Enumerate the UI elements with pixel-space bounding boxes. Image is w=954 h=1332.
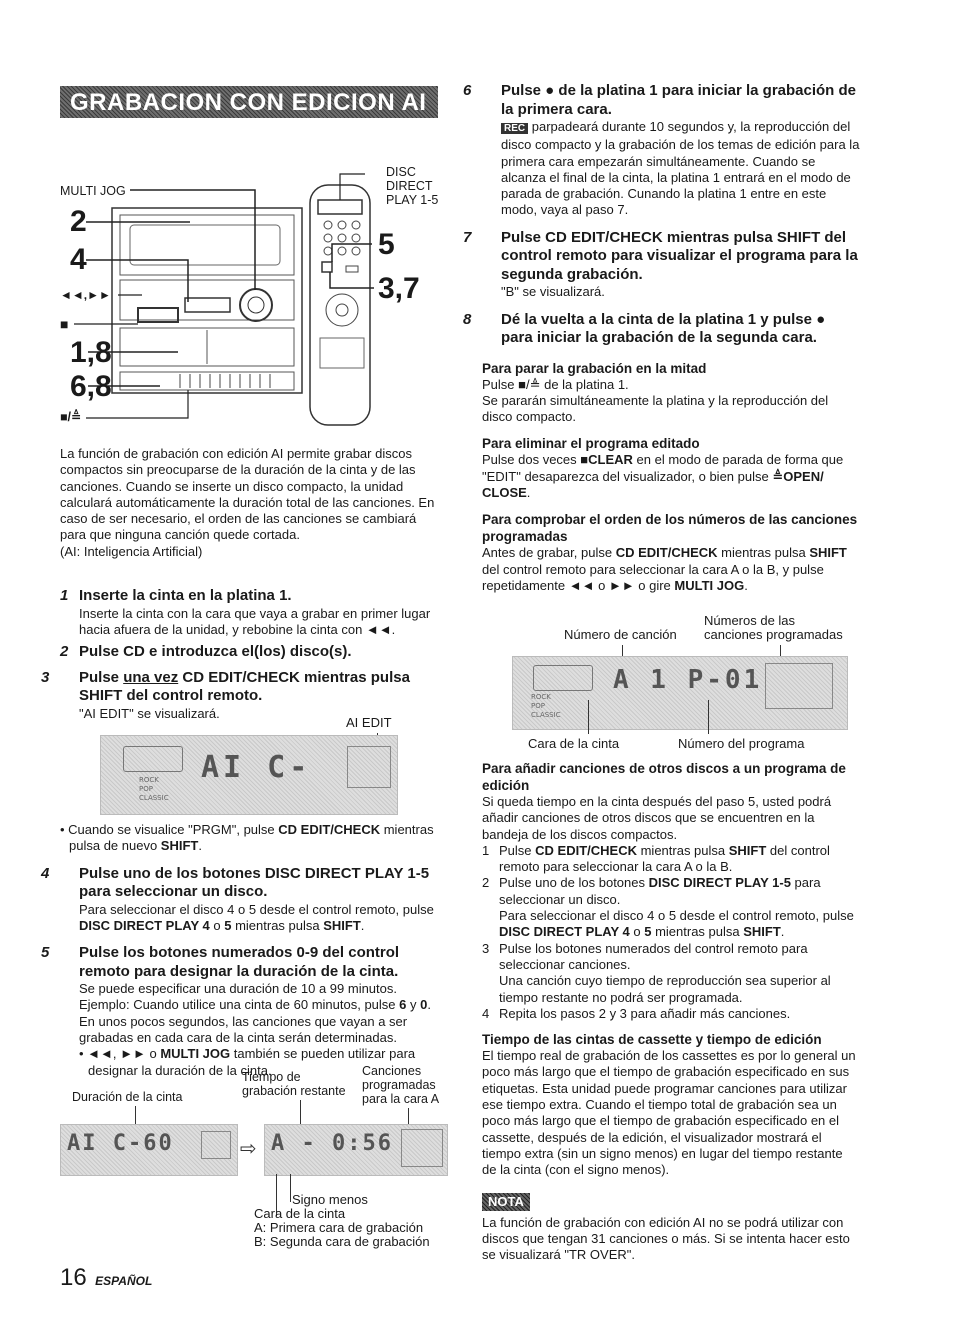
anadir-body: Si queda tiempo en la cinta después del paso 5, usted podrá añadir canciones de otros discos que se encuentren en la bandeja de los discos compactos. [482,794,832,842]
tape-icon [123,746,183,772]
label-numero-programa: Número del programa [678,736,805,751]
lcd-ai-edit-text: AI C- [201,750,312,785]
callout-stop-eject: ■/≜ [60,410,82,424]
step-3-bullet: • Cuando se visualice "PRGM", pulse CD EDIT/CHECK mientras pulsa de nuevo SHIFT. [60,822,434,854]
step-1-title: 1 Inserte la cinta en la platina 1. [60,587,292,605]
anadir-item-3: 3 Pulse los botones numerados del control remoto para seleccionar canciones. [482,940,808,972]
callout-2: 2 [70,205,87,238]
disc-direct-label-3: PLAY 1-5 [386,193,439,207]
label-tiempo-2: grabación restante [242,1084,346,1098]
tape-icon [533,665,593,691]
step-4-body: Para seleccionar el disco 4 o 5 desde el control remoto, pulse DISC DIRECT PLAY 4 o 5 mientras pulsa SHIFT. [79,901,434,933]
intro-paragraph: La función de grabación con edición AI permite grabar discos compactos sin preocuparse de la duración de la cinta y de las canciones. Cuando se inserte un disco compacto, la unidad calculará automáticamente la duración total de las canciones. En caso de ser necesario, el orden de las canciones se cambiará para que ninguna canción quede cortada. [60,446,435,543]
step-8-title: 8 Dé la vuelta a la cinta de la platina 1 y pulse ● para iniciar la grabación de la segunda cara. [463,310,826,347]
nota-body: La función de grabación con edición AI no se podrá utilizar con discos que tengan 31 canciones o más. Si se intenta hacer esto se visualizará "TR OVER". [482,1214,850,1263]
callout-5: 5 [378,228,395,261]
step-5-title: 5 Pulse los botones numerados 0-9 del control remoto para designar la duración de la cinta. [41,944,400,980]
lcd-program-text: A 1 P-01 [613,665,763,695]
pointer-programa [708,700,709,734]
anadir-item-2b: Para seleccionar el disco 4 o 5 desde el control remoto, pulse DISC DIRECT PLAY 4 o 5 mientras pulsa SHIFT. [499,908,854,940]
rec-badge: REC [501,123,528,134]
step-4 [41,864,440,935]
nota-badge: NOTA [482,1193,530,1211]
step-1-body: Inserte la cinta con la cara que vaya a grabar en primer lugar hacia afuera de la unidad, y rebobine la cinta con ◄◄. [79,605,431,637]
disc-direct-label-2: DIRECT [386,179,433,193]
step-6-body: REC parpadeará durante 10 segundos y, la reproducción del disco compacto y la grabación de los temas de edición para la primera cara empezarán simultáneamente. Cuando se alcanza el final de la cinta, la platina 1 entrará en el modo de parada de grabación. Cunando la platina 1 entre en este modo, vaya al paso 7. [501,119,860,218]
right-column-lower [482,760,860,1264]
section-comprobar [482,511,860,594]
pointer-cara [588,700,589,734]
label-cara-a: A: Primera cara de grabación [254,1220,424,1235]
section-anadir [482,760,860,1022]
anadir-item-2: 2 Pulse uno de los botones DISC DIRECT PLAY 1-5 para seleccionar un disco. [482,875,821,907]
step-5-bullet: • ◄◄, ►► o MULTI JOG también se pueden utilizar para designar la duración de la cinta. [79,1046,416,1078]
step-3 [41,668,440,722]
label-tiempo-1: Tiempo de [242,1070,301,1084]
lcd-side-box [201,1131,231,1159]
callout-4: 4 [70,243,87,276]
callout-3-7: 3,7 [378,272,420,305]
lcd-remaining-text: A - 0:56 [271,1131,393,1156]
step-7-title: 7 Pulse CD EDIT/CHECK mientras pulsa SHIFT del control remoto para visualizar el programa para la segunda grabación. [463,228,858,283]
eq-labels: ROCK POP CLASSIC [139,776,169,802]
eliminar-body: Pulse dos veces ■CLEAR en el modo de parada de forma que "EDIT" desaparezca del visualizador, o bien pulse ≜OPEN/ CLOSE. [482,452,844,501]
lcd-tape-duration [60,1124,238,1176]
lcd-tape-duration-text: AI C-60 [67,1131,174,1156]
callout-6-8: 6,8 [70,370,112,403]
step-7-body: "B" se visualizará. [501,284,605,300]
step-5 [41,944,440,1079]
section-parar [482,360,860,426]
intro-note: (AI: Inteligencia Artificial) [60,543,203,559]
page-footer [60,1264,152,1292]
tiempo-body: El tiempo real de grabación de los cassettes es por lo general un poco más largo que el tiempo de grabación especificado en sus etiquetas. Esta unidad puede programar canciones para utilizar ese tiempo extra. Cuando el tiempo total de grabación sea un poco más largo que el tiempo de grabación especificado en el cassette, después de la edición, el visualizador mostrará el tiempo extra (sin un signo menos) en lugar del tiempo restante de la cinta (con el signo menos). [482,1048,856,1178]
left-column-lower [41,822,440,1079]
callout-stop: ■ [60,316,69,332]
eliminar-title: Para eliminar el programa editado [482,436,700,452]
tiempo-title: Tiempo de las cintas de cassette y tiempo de edición [482,1032,822,1048]
left-column [41,446,440,722]
lcd-side-box [347,746,391,788]
lcd-ai-edit [100,735,398,815]
section-nota [482,1193,860,1264]
multi-jog-label: MULTI JOG [60,184,126,198]
label-canciones-3: para la cara A [362,1092,440,1106]
section-banner [60,86,438,118]
lcd-side-box [401,1129,443,1167]
step-3-body: "AI EDIT" se visualizará. [79,705,220,721]
right-column [463,82,860,594]
anadir-item-1: 1 Pulse CD EDIT/CHECK mientras pulsa SHIFT del control remoto para seleccionar la cara A o la B. [482,842,830,875]
callout-1-8: 1,8 [70,336,112,369]
lcd-side-box [765,663,833,709]
label-numero-cancion: Número de canción [564,627,677,642]
label-canciones-2: programadas [362,1078,436,1092]
callout-skip: ◄◄,►► [60,288,111,302]
label-cara-b: B: Segunda cara de grabación [254,1234,430,1249]
anadir-item-3b: Una canción cuyo tiempo de reproducción sea superior al tiempo restante no podrá ser programada. [499,973,831,1005]
label-canciones-1: Canciones [362,1064,422,1078]
pointer-tiempo [300,1100,301,1126]
device-diagram [60,160,440,430]
step-5-body-2: Ejemplo: Cuando utilice una cinta de 60 minutos, pulse 6 y 0. [79,997,431,1013]
comprobar-title: Para comprobar el orden de los números de las canciones programadas [482,512,858,545]
anadir-title: Para añadir canciones de otros discos a un programa de edición [482,761,846,793]
label-signo-menos: Signo menos [292,1192,368,1207]
ai-edit-label: AI EDIT [346,715,392,730]
step-5-body-1: Se puede especificar una duración de 10 a 99 minutos. [79,981,397,997]
section-eliminar [482,435,860,501]
step-4-title: 4 Pulse uno de los botones DISC DIRECT PLAY 1-5 para seleccionar un disco. [41,864,430,901]
step-6-title: 6 Pulse ● de la platina 1 para iniciar la grabación de la primera cara. [463,82,857,118]
arrow-icon: ⇨ [240,1138,257,1160]
step-5-body-3: En unos pocos segundos, las canciones que vayan a ser grabadas en cada cara de la cinta serán determinadas. [79,1013,408,1046]
label-numeros-2: canciones programadas [704,627,843,642]
section-title: GRABACION CON EDICION AI [70,89,427,116]
page-number: 16 [60,1264,87,1291]
label-cara-cinta: Cara de la cinta [528,736,620,751]
lcd-program-check [512,656,848,730]
parar-body-2: Se pararán simultáneamente la platina y la reproducción del disco compacto. [482,392,829,425]
anadir-item-4: 4 Repita los pasos 2 y 3 para añadir más canciones. [482,1005,791,1021]
step-6 [463,82,860,219]
disc-direct-label-1: DISC [386,165,416,179]
step-2 [60,643,440,662]
label-duracion: Duración de la cinta [72,1090,183,1104]
pointer-signo [290,1174,291,1202]
eq-labels: ROCK POP CLASSIC [531,693,561,719]
step-2-title: 2 Pulse CD e introduzca el(los) disco(s). [60,643,352,661]
lcd-remaining [264,1124,448,1176]
label-numeros-1: Números de las [704,613,796,628]
step-7 [463,228,860,301]
step-1 [60,587,440,638]
comprobar-body: Antes de grabar, pulse CD EDIT/CHECK mientras pulsa SHIFT del control remoto para seleccionar la cara A o la B, y pulse repetidamente ◄◄ o ►► o gire MULTI JOG. [482,545,847,593]
page-language: ESPAÑOL [95,1274,153,1288]
step-8 [463,310,860,348]
parar-body-1: Pulse ■/≜ de la platina 1. [482,376,629,392]
parar-title: Para parar la grabación en la mitad [482,360,707,376]
section-tiempo [482,1031,860,1178]
label-cara-title: Cara de la cinta [254,1206,346,1221]
step-3-title: 3 Pulse una vez CD EDIT/CHECK mientras pulsa SHIFT del control remoto. [41,668,410,705]
